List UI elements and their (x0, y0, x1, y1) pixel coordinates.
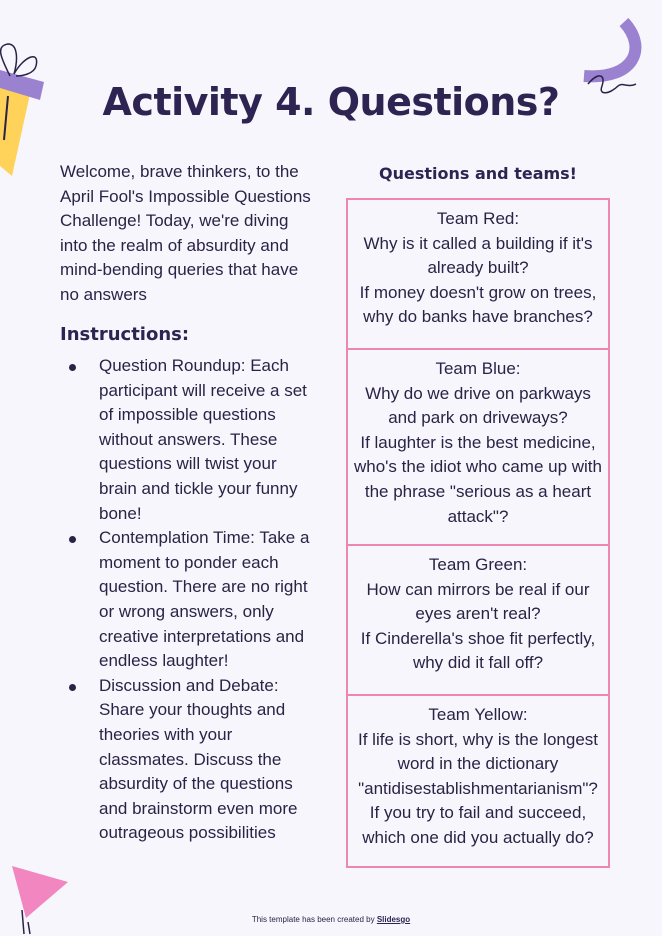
list-item (60, 674, 310, 846)
footer-credit (0, 915, 662, 924)
team-green-cell (348, 546, 608, 696)
instruction-text: Question Roundup: Each participant will receive a set of impossible questions without answers. These questions will twist your brain and tickle your funny bone! (99, 356, 307, 523)
page-title: Activity 4. Questions? (102, 80, 560, 124)
intro-paragraph: Welcome, brave thinkers, to the April Fool's Impossible Questions Challenge! Today, we're diving into the realm of absurdity and mind-bending queries that have no answers (60, 162, 311, 304)
team-question: If Cinderella's shoe fit perfectly, why did it fall off? (360, 628, 596, 673)
team-red-cell (348, 200, 608, 350)
team-question: If laughter is the best medicine, who's the idiot who came up with the phrase "serious as a heart attack"? (354, 432, 602, 526)
bullet-icon (69, 364, 76, 371)
team-question: Why is it called a building if it's already built? (363, 233, 593, 278)
team-question: How can mirrors be real if our eyes aren't real? (366, 579, 590, 624)
bullet-icon (69, 684, 76, 691)
team-yellow-cell (348, 696, 608, 866)
instruction-text: Contemplation Time: Take a moment to ponder each question. There are no right or wrong answers, only creative interpretations and endless laughter! (99, 528, 310, 671)
slidesgo-link[interactable]: Slidesgo (376, 915, 411, 924)
questions-heading: Questions and teams! (379, 164, 577, 183)
team-question: If money doesn't grow on trees, why do banks have branches? (359, 282, 597, 327)
team-blue-cell (348, 350, 608, 546)
bullet-icon (69, 536, 76, 543)
team-question: If life is short, why is the longest word in the dictionary "antidisestablishmentarianism"? (358, 729, 598, 798)
instructions-heading: Instructions: (60, 324, 190, 345)
list-item (60, 354, 310, 526)
footer-text: This template has been created by (251, 915, 377, 924)
instructions-list (60, 354, 310, 846)
team-name: Team Blue: (435, 359, 521, 378)
team-question: Why do we drive on parkways and park on driveways? (365, 383, 591, 428)
triangle-decoration (8, 862, 74, 936)
team-name: Team Green: (428, 555, 528, 574)
instruction-text: Discussion and Debate: Share your thoughts and theories with your classmates. Discuss the absurdity of the questions and brainstorm even more outrageous possibilities (99, 675, 298, 843)
teams-table (346, 198, 610, 868)
team-name: Team Red: (436, 209, 520, 228)
team-question: If you try to fail and succeed, which one did you actually do? (362, 803, 594, 847)
list-item (60, 526, 310, 674)
team-name: Team Yellow: (428, 705, 528, 724)
